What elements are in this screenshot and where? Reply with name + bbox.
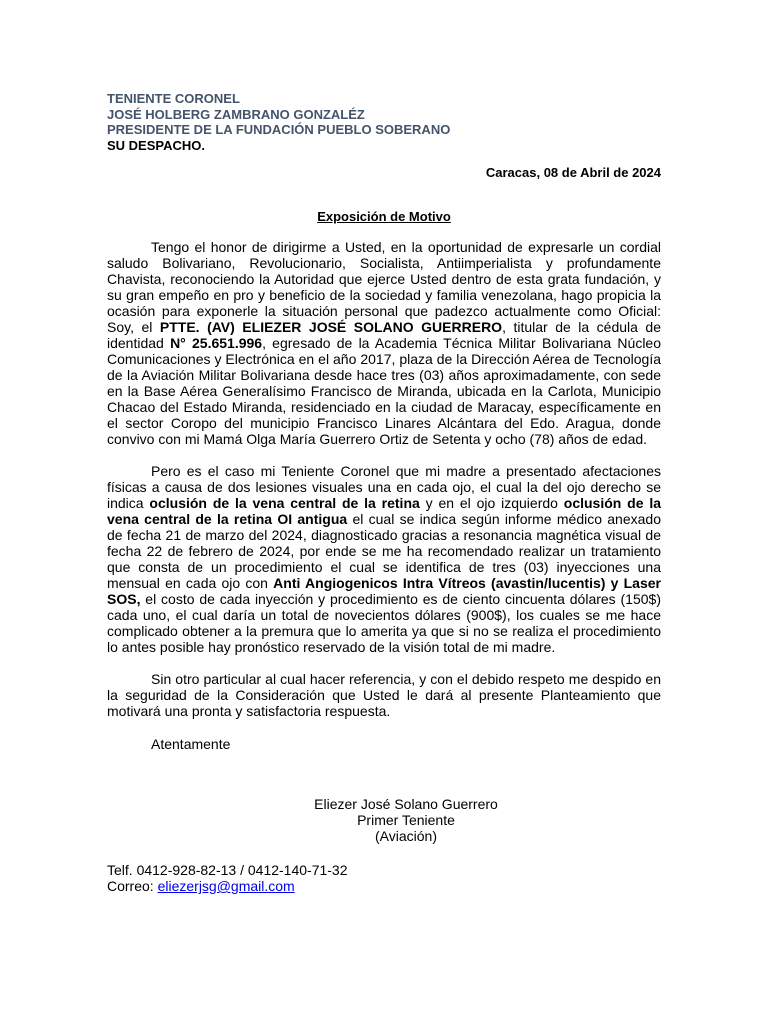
email-line (107, 878, 348, 894)
text-run: el cual se indica según informe médico anexado de fecha 21 de marzo del 2024, diagnosticado gracias a resonancia magnética visual de fecha 22 de febrero de 2024, por ende se me ha recomendado realizar un tratamiento que consta de un procedimiento el cual se identifica de tres (03) inyecciones una mensual en cada ojo con (107, 511, 661, 591)
signer-name: Eliezer José Solano Guerrero (314, 796, 498, 812)
paragraph-introduction (107, 239, 661, 447)
email-label: Correo: (107, 878, 158, 894)
recipient-block (107, 91, 450, 153)
text-run: y en el ojo izquierdo (419, 495, 564, 511)
diagnosis-right-eye: oclusión de la vena central de la retina (149, 495, 420, 511)
signer-branch: (Aviación) (375, 828, 437, 844)
recipient-name: JOSÉ HOLBERG ZAMBRANO GONZALÉZ (107, 106, 365, 122)
email-link[interactable]: eliezerjsg@gmail.com (157, 878, 295, 894)
text-run: Pero es el caso mi Teniente Coronel que mi madre a presentado afectaciones físicas a causa de dos lesiones visuales una en cada ojo, el cual la del ojo derecho se indica (107, 463, 661, 511)
text-run: Tengo el honor de dirigirme a Usted, en la oportunidad de expresarle un cordial saludo Bolivariano, Revolucionario, Socialista, Antiimperialista y profundamente Chavista, reconociendo la Autoridad que ejerce Usted dentro de esta grata fundación, y su gran empeño en pro y beneficio de la sociedad y familia venezolana, hago propicia la ocasión para exponerle la situación personal que padezco actualmente como Oficial: Soy, el (107, 239, 661, 335)
text-run: , egresado de la Academia Técnica Militar Bolivariana Núcleo Comunicaciones y Electrónica en el año 2017, plaza de la Dirección Aérea de Tecnología de la Aviación Militar Bolivariana desde hace tres (03) años aproximadamente, con sede en la Base Aérea Generalísimo Francisco de Miranda, ubicada en la Carlota, Municipio Chacao del Estado Miranda, residenciado en la ciudad de Maracay, específicamente en el sector Coropo del municipio Francisco Linares Alcántara del Edo. Aragua, donde convivo con mi Mamá Olga María Guerrero Ortiz de Setenta y ocho (78) años de edad. (107, 335, 662, 447)
text-run: el costo de cada inyección y procedimiento es de ciento cincuenta dólares (150$) cada uno, el cual daría un total de novecientos dólares (900$), los cuales se me hace complicado obtener a la premura que lo amerita ya que si no se realiza el procedimiento lo antes posible hay pronóstico reservado de la visión total de mi madre. (107, 591, 661, 655)
recipient-rank: TENIENTE CORONEL (107, 91, 240, 106)
phone-numbers: Telf. 0412-928-82-13 / 0412-140-71-32 (107, 862, 348, 878)
treatment-bold: Anti Angiogenicos Intra Vítreos (avastin/lucentis) y Laser SOS, (107, 575, 661, 607)
diagnosis-left-eye: oclusión de la vena central de la retina OI antigua (107, 495, 662, 527)
letter-date: Caracas, 08 de Abril de 2024 (485, 165, 661, 180)
text-run: , titular de la cédula de identidad (107, 319, 661, 351)
officer-name-bold: PTTE. (AV) ELIEZER JOSÉ SOLANO GUERRERO (159, 319, 503, 335)
closing-salutation: Atentamente (151, 736, 231, 752)
recipient-office: SU DESPACHO. (107, 137, 205, 153)
recipient-position: PRESIDENTE DE LA FUNDACIÓN PUEBLO SOBERANO (107, 122, 451, 137)
contact-block (107, 862, 348, 894)
signature-block (0, 796, 768, 844)
letter-body (107, 239, 661, 719)
signer-rank: Primer Teniente (357, 812, 455, 828)
letter-title: Exposición de Motivo (317, 209, 451, 224)
paragraph-situation (107, 463, 661, 655)
paragraph-closing: Sin otro particular al cual hacer referencia, y con el debido respeto me despido en la seguridad de la Consideración que Usted le dará al presente Planteamiento que motivará una pronta y satisfactoria respuesta. (107, 671, 661, 719)
id-number-bold: N° 25.651.996 (170, 335, 263, 351)
